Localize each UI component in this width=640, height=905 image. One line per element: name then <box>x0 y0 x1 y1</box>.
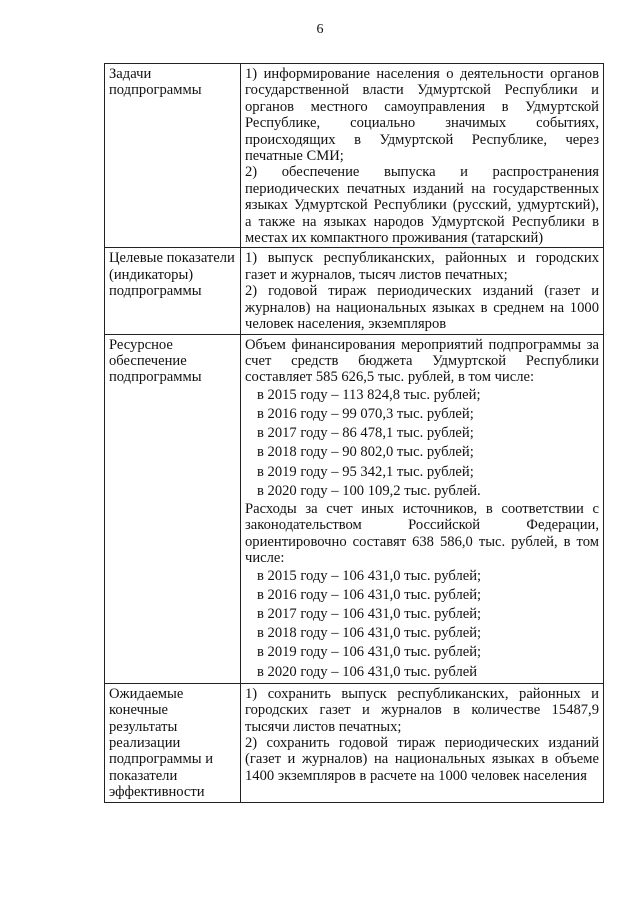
list-item: 2) сохранить годовой тираж периодических изданий (газет и журналов) на национальных языках в объеме 1400 экземпляров в расчете на 1000 человек населения <box>245 735 599 784</box>
budget-intro: Объем финансирования мероприятий подпрограммы за счет средств бюджета Удмуртской Республики составляет 585 626,5 тыс. рублей, в том числе: <box>245 336 599 386</box>
other-year-line: в 2015 году – 106 431,0 тыс. рублей; <box>257 567 482 584</box>
content-indicators <box>241 248 604 334</box>
budget-year-line: в 2017 году – 86 478,1 тыс. рублей; <box>257 425 474 442</box>
content-tasks <box>241 64 604 248</box>
list-item: 1) сохранить выпуск республиканских, районных и городских газет и журналов в количестве 15487,9 тысячи листов печатных; <box>245 685 599 735</box>
budget-year-line: в 2018 году – 90 802,0 тыс. рублей; <box>257 444 474 461</box>
budget-year-line: в 2019 году – 95 342,1 тыс. рублей; <box>257 463 474 480</box>
budget-year-line: в 2016 году – 99 070,3 тыс. рублей; <box>257 405 474 422</box>
budget-year-line: в 2020 году – 100 109,2 тыс. рублей. <box>257 482 481 499</box>
table-row-indicators <box>105 248 604 334</box>
table-row-tasks <box>105 64 604 248</box>
other-sources-intro: Расходы за счет иных источников, в соответствии с законодательством Российской Федерации, ориентировочно составят 638 586,0 тыс. рублей, в том числе: <box>245 500 599 567</box>
content-resources <box>241 334 604 683</box>
table-row-resources <box>105 334 604 683</box>
other-year-line: в 2019 году – 106 431,0 тыс. рублей; <box>257 644 482 661</box>
other-year-line: в 2018 году – 106 431,0 тыс. рублей; <box>257 625 482 642</box>
label-resources: Ресурсное обеспечение подпрограммы <box>105 334 241 683</box>
list-item: 1) информирование населения о деятельности органов государственной власти Удмуртской Республики и органов местного самоуправления в Удмуртской Республике, социально значимых событиях, происходящих в Удмуртской Республике, через печатные СМИ; <box>245 66 599 165</box>
label-results <box>105 683 241 802</box>
label-indicators: Целевые показатели (индикаторы) подпрограммы <box>105 248 241 334</box>
other-year-line: в 2017 году – 106 431,0 тыс. рублей; <box>257 605 482 622</box>
other-year-line: в 2020 году – 106 431,0 тыс. рублей <box>257 663 478 680</box>
content-results <box>241 683 604 802</box>
subprogram-passport-table <box>104 63 604 803</box>
label-results-text: Ожидаемые конечные результаты реализации подпрограммы и показатели эффективности <box>109 685 214 801</box>
list-item: 1) выпуск республиканских, районных и городских газет и журналов, тысяч листов печатных; <box>245 250 599 283</box>
page-number: 6 <box>316 22 324 37</box>
list-item: 2) годовой тираж периодических изданий (газет и журналов) на национальных языках в среднем на 1000 человек населения, экземпляров <box>245 283 599 333</box>
budget-year-line: в 2015 году – 113 824,8 тыс. рублей; <box>257 386 481 403</box>
label-tasks: Задачи подпрограммы <box>105 64 241 248</box>
other-year-line: в 2016 году – 106 431,0 тыс. рублей; <box>257 586 482 603</box>
table-row-results <box>105 683 604 802</box>
list-item: 2) обеспечение выпуска и распространения периодических печатных изданий на государственных языках Удмуртской Республики (русский, удмуртский), а также на языках народов Удмуртской Республики в местах их компактного проживания (татарский) <box>245 164 599 247</box>
